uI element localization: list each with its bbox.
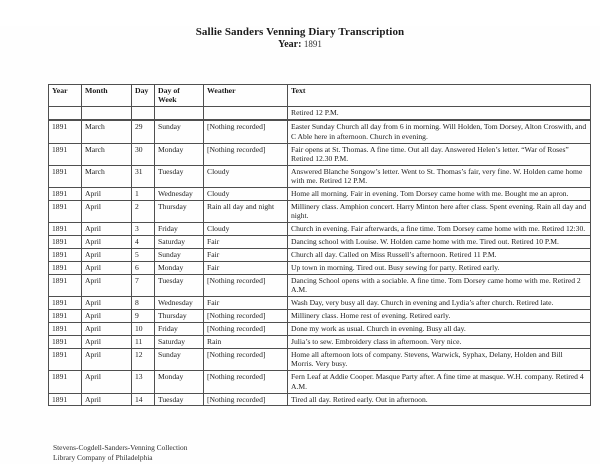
- cell-day-of-week: Friday: [155, 323, 204, 336]
- cell-day-of-week: Sunday: [155, 120, 204, 143]
- cell-month: April: [82, 201, 132, 223]
- cell-text: Home all morning. Fair in evening. Tom Dorsey came home with me. Bought me an apron.: [288, 188, 591, 201]
- cell-month: April: [82, 348, 132, 370]
- cell-month: March: [82, 165, 132, 187]
- cell-day-of-week: Monday: [155, 371, 204, 393]
- cell-day: 7: [132, 275, 155, 297]
- cell-day-of-week: Thursday: [155, 310, 204, 323]
- cell-weather: Cloudy: [204, 165, 288, 187]
- cell-weather: [204, 107, 288, 120]
- column-header-month: Month: [82, 85, 132, 107]
- cell-text: Dancing school with Louise. W. Holden came home with me. Tired out. Retired 10 P.M.: [288, 236, 591, 249]
- cell-month: April: [82, 297, 132, 310]
- cell-day-of-week: [155, 107, 204, 120]
- cell-year: 1891: [49, 310, 82, 323]
- table-row: [49, 249, 591, 262]
- year-label: Year:: [278, 39, 302, 50]
- cell-year: 1891: [49, 393, 82, 406]
- table-row: [49, 223, 591, 236]
- table-row: [49, 371, 591, 393]
- table-row: [49, 165, 591, 187]
- cell-day: 3: [132, 223, 155, 236]
- cell-day-of-week: Tuesday: [155, 393, 204, 406]
- table-row: [49, 188, 591, 201]
- page-title: Sallie Sanders Venning Diary Transcription: [195, 26, 405, 38]
- table-row: [49, 143, 591, 165]
- cell-month: April: [82, 275, 132, 297]
- cell-month: April: [82, 371, 132, 393]
- column-header-day-of-week: Day of Week: [155, 85, 204, 107]
- cell-text: Retired 12 P.M.: [288, 107, 591, 120]
- cell-month: [82, 107, 132, 120]
- cell-month: April: [82, 262, 132, 275]
- diary-transcription-table: [48, 84, 591, 406]
- cell-year: 1891: [49, 201, 82, 223]
- cell-text: Dancing School opens with a sociable. A fine time. Tom Dorsey came home with me. Retired 2 A.M.: [288, 275, 591, 297]
- cell-day-of-week: Sunday: [155, 249, 204, 262]
- cell-text: Home all afternoon lots of company. Stevens, Warwick, Syphax, Delany, Holden and Bill Morris. Very busy.: [288, 348, 591, 370]
- cell-month: April: [82, 393, 132, 406]
- cell-month: March: [82, 120, 132, 143]
- cell-text: Easter Sunday Church all day from 6 in morning. Will Holden, Tom Dorsey, Alton Croswith, and C Able here in afternoon. Church in evening.: [288, 120, 591, 143]
- cell-year: 1891: [49, 188, 82, 201]
- cell-month: April: [82, 323, 132, 336]
- cell-text: Fern Leaf at Addie Cooper. Masque Party after. A fine time at masque. W.H. company. Retired 4 A.M.: [288, 371, 591, 393]
- cell-weather: Fair: [204, 249, 288, 262]
- cell-weather: Fair: [204, 236, 288, 249]
- cell-text: Millinery class. Amphion concert. Harry Minton here after class. Spent evening. Rain all day and night.: [288, 201, 591, 223]
- cell-year: 1891: [49, 236, 82, 249]
- cell-year: 1891: [49, 348, 82, 370]
- cell-weather: [Nothing recorded]: [204, 275, 288, 297]
- cell-day-of-week: Tuesday: [155, 165, 204, 187]
- cell-text: Tired all day. Retired early. Out in afternoon.: [288, 393, 591, 406]
- cell-weather: [Nothing recorded]: [204, 348, 288, 370]
- cell-day: 1: [132, 188, 155, 201]
- cell-day: 14: [132, 393, 155, 406]
- cell-text: Answered Blanche Songow’s letter. Went to St. Thomas’s fair, very fine. W. Holden came home with me. Retired 12 P.M.: [288, 165, 591, 187]
- document-page: [0, 26, 600, 464]
- table-body: [49, 107, 591, 406]
- cell-text: Julia’s to sew. Embroidery class in afternoon. Very nice.: [288, 336, 591, 349]
- column-header-day: Day: [132, 85, 155, 107]
- cell-year: 1891: [49, 249, 82, 262]
- cell-year: 1891: [49, 165, 82, 187]
- cell-day-of-week: Tuesday: [155, 275, 204, 297]
- cell-month: April: [82, 336, 132, 349]
- cell-weather: [Nothing recorded]: [204, 393, 288, 406]
- table-row: [49, 120, 591, 143]
- table-header-row: [49, 85, 591, 107]
- cell-day: 5: [132, 249, 155, 262]
- cell-weather: [Nothing recorded]: [204, 323, 288, 336]
- cell-weather: [Nothing recorded]: [204, 143, 288, 165]
- cell-month: April: [82, 249, 132, 262]
- cell-day-of-week: Saturday: [155, 336, 204, 349]
- cell-day: 13: [132, 371, 155, 393]
- cell-day: 2: [132, 201, 155, 223]
- collection-name: Stevens-Cogdell-Sanders-Venning Collection: [53, 443, 188, 452]
- cell-weather: Rain all day and night: [204, 201, 288, 223]
- cell-month: March: [82, 143, 132, 165]
- cell-year: 1891: [49, 262, 82, 275]
- cell-text: Millinery class. Home rest of evening. Retired early.: [288, 310, 591, 323]
- cell-year: 1891: [49, 336, 82, 349]
- cell-day: [132, 107, 155, 120]
- table-row: [49, 236, 591, 249]
- cell-month: April: [82, 310, 132, 323]
- collection-footnote: [53, 443, 187, 462]
- cell-year: 1891: [49, 297, 82, 310]
- table-row: [49, 310, 591, 323]
- cell-day: 31: [132, 165, 155, 187]
- column-header-year: Year: [49, 85, 82, 107]
- table-row: [49, 393, 591, 406]
- cell-text: Fair opens at St. Thomas. A fine time. Out all day. Answered Helen’s letter. “War of Roses” Retired 12.30 P.M.: [288, 143, 591, 165]
- cell-weather: Cloudy: [204, 223, 288, 236]
- cell-day: 9: [132, 310, 155, 323]
- cell-text: Wash Day, very busy all day. Church in evening and Lydia’s after church. Retired late.: [288, 297, 591, 310]
- table-row: [49, 348, 591, 370]
- cell-day-of-week: Wednesday: [155, 188, 204, 201]
- cell-weather: [Nothing recorded]: [204, 120, 288, 143]
- table-row: [49, 336, 591, 349]
- cell-text: Church all day. Called on Miss Russell’s afternoon. Retired 11 P.M.: [288, 249, 591, 262]
- cell-weather: Fair: [204, 297, 288, 310]
- cell-year: 1891: [49, 143, 82, 165]
- column-header-weather: Weather: [204, 85, 288, 107]
- cell-month: April: [82, 188, 132, 201]
- table-row: [49, 275, 591, 297]
- cell-day: 6: [132, 262, 155, 275]
- table-row: [49, 107, 591, 120]
- cell-month: April: [82, 236, 132, 249]
- table-row: [49, 297, 591, 310]
- column-header-text: Text: [288, 85, 591, 107]
- cell-text: Done my work as usual. Church in evening. Busy all day.: [288, 323, 591, 336]
- cell-weather: [Nothing recorded]: [204, 371, 288, 393]
- cell-weather: Fair: [204, 262, 288, 275]
- cell-day-of-week: Thursday: [155, 201, 204, 223]
- cell-year: 1891: [49, 323, 82, 336]
- cell-day-of-week: Friday: [155, 223, 204, 236]
- cell-text: Church in evening. Fair afterwards, a fine time. Tom Dorsey came home with me. Retired 12:30.: [288, 223, 591, 236]
- cell-day: 29: [132, 120, 155, 143]
- cell-day-of-week: Monday: [155, 262, 204, 275]
- cell-day: 8: [132, 297, 155, 310]
- cell-year: [49, 107, 82, 120]
- cell-text: Up town in morning. Tired out. Busy sewing for party. Retired early.: [288, 262, 591, 275]
- table-row: [49, 262, 591, 275]
- cell-weather: Cloudy: [204, 188, 288, 201]
- cell-day: 11: [132, 336, 155, 349]
- cell-year: 1891: [49, 371, 82, 393]
- cell-day: 4: [132, 236, 155, 249]
- cell-day: 10: [132, 323, 155, 336]
- cell-day-of-week: Sunday: [155, 348, 204, 370]
- cell-day-of-week: Monday: [155, 143, 204, 165]
- cell-weather: Rain: [204, 336, 288, 349]
- table-row: [49, 323, 591, 336]
- cell-month: April: [82, 223, 132, 236]
- table-row: [49, 201, 591, 223]
- cell-year: 1891: [49, 120, 82, 143]
- cell-year: 1891: [49, 223, 82, 236]
- page-subtitle: [0, 39, 600, 50]
- year-value: 1891: [303, 39, 322, 49]
- institution-name: Library Company of Philadelphia: [53, 452, 153, 462]
- cell-year: 1891: [49, 275, 82, 297]
- cell-day: 12: [132, 348, 155, 370]
- cell-weather: [Nothing recorded]: [204, 310, 288, 323]
- cell-day-of-week: Wednesday: [155, 297, 204, 310]
- cell-day: 30: [132, 143, 155, 165]
- cell-day-of-week: Saturday: [155, 236, 204, 249]
